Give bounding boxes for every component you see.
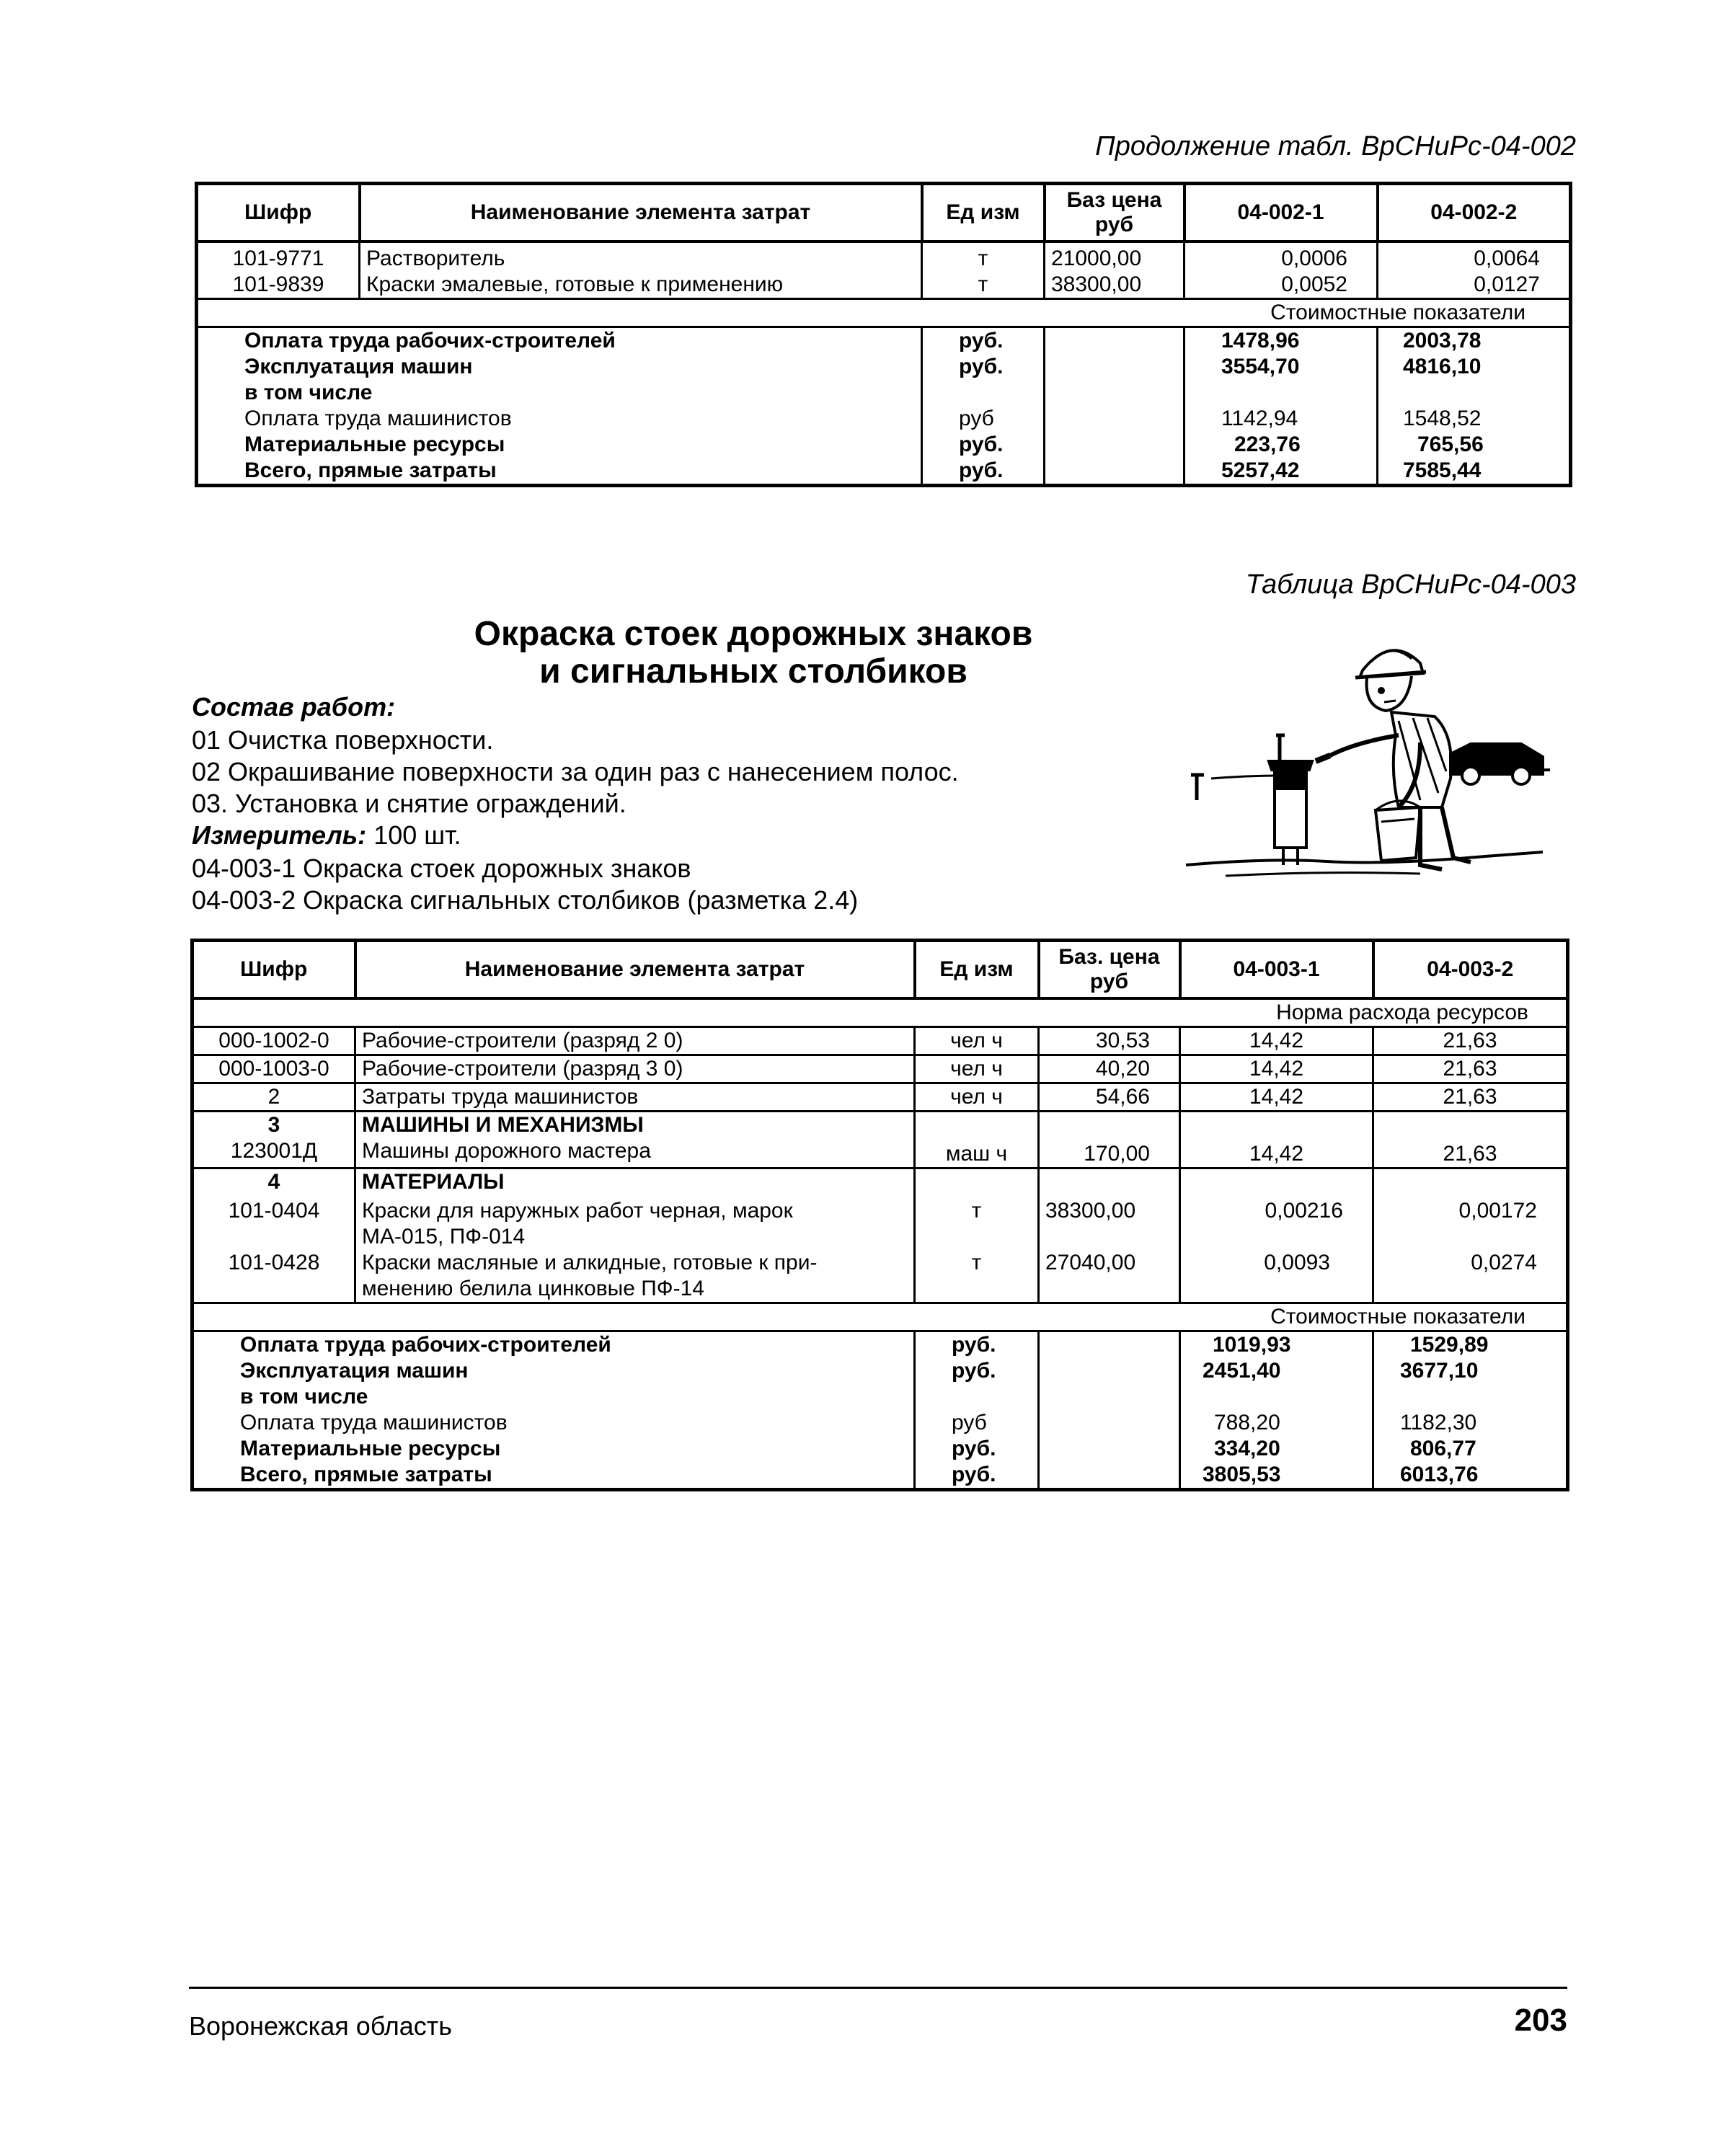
work-item: 01 Очистка поверхности.	[192, 725, 494, 755]
meter-label: Измеритель:	[192, 820, 367, 850]
section-label: Стоимостные показатели	[197, 299, 1571, 327]
table-header-row	[192, 941, 1568, 999]
cost-table-04-002	[195, 182, 1572, 487]
table-row: 101-0404 Краски для наружных работ черная, марок т 38300,00 0,00216 0,00172	[192, 1195, 1568, 1224]
section-title-line-2: и сигнальных столбиков	[539, 652, 967, 691]
work-item: 02 Окрашивание поверхности за один раз с нанесением полос.	[192, 757, 959, 786]
table-row-continuation: менению белила цинковые ПФ-14	[192, 1276, 1568, 1303]
header-unit: Ед изм	[922, 184, 1045, 242]
section-title-line-1: Окраска стоек дорожных знаков	[474, 615, 1033, 653]
table-row-continuation: МА-015, ПФ-014	[192, 1224, 1568, 1250]
header-col-2: 04-003-2	[1373, 941, 1568, 999]
section-label: Норма расхода ресурсов	[192, 998, 1568, 1027]
header-code: Шифр	[197, 184, 360, 242]
footer-region: Воронежская область	[189, 2011, 453, 2041]
code-description: 04-003-2 Окраска сигнальных столбиков (разметка 2.4)	[192, 885, 859, 915]
header-code: Шифр	[192, 941, 355, 999]
cost-row: в том числе	[192, 1384, 1568, 1410]
cost-row: Оплата труда машинистов руб 1142,94 1548,52	[197, 406, 1571, 432]
section-label: Стоимостные показатели	[192, 1303, 1568, 1331]
table-caption: Таблица ВрСНиРс-04-003	[1245, 569, 1576, 600]
table-row: 2 Затраты труда машинистов чел ч 54,66 14,42 21,63	[192, 1083, 1568, 1112]
table-row: 000-1003-0 Рабочие-строители (разряд 3 0) чел ч 40,20 14,42 21,63	[192, 1055, 1568, 1083]
table-row: 123001Д Машины дорожного мастера маш ч 170,00 14,42 21,63	[192, 1138, 1568, 1168]
header-col-1: 04-002-1	[1184, 184, 1378, 242]
header-price: Баз. цена руб	[1039, 941, 1180, 999]
cost-row-total: Всего, прямые затраты руб. 5257,42 7585,44	[197, 458, 1571, 486]
work-composition-label: Состав работ:	[192, 692, 396, 722]
cost-row: Оплата труда рабочих-строителей руб. 1478,96 2003,78	[197, 327, 1571, 355]
page-number: 203	[1514, 2003, 1567, 2038]
header-name: Наименование элемента затрат	[355, 941, 915, 999]
group-row: 4 МАТЕРИАЛЫ	[192, 1168, 1568, 1196]
table-caption-continued: Продолжение табл. ВрСНиРс-04-002	[1095, 131, 1576, 161]
cost-row: в том числе	[197, 380, 1571, 406]
header-col-1: 04-003-1	[1180, 941, 1373, 999]
header-col-2: 04-002-2	[1378, 184, 1571, 242]
cost-row: Эксплуатация машин руб. 3554,70 4816,10	[197, 354, 1571, 380]
cost-row: Оплата труда рабочих-строителей руб. 1019,93 1529,89	[192, 1331, 1568, 1359]
table-row: 101-9771 Растворитель т 21000,00 0,0006 0,0064	[197, 241, 1571, 272]
footer-rule	[189, 1987, 1567, 1989]
cost-row: Материальные ресурсы руб. 334,20 806,77	[192, 1436, 1568, 1462]
cost-row: Эксплуатация машин руб. 2451,40 3677,10	[192, 1358, 1568, 1384]
section-row	[192, 998, 1568, 1027]
table-row: 000-1002-0 Рабочие-строители (разряд 2 0) чел ч 30,53 14,42 21,63	[192, 1027, 1568, 1055]
section-row	[192, 1303, 1568, 1331]
table-row: 101-0428 Краски масляные и алкидные, готовые к при- т 27040,00 0,0093 0,0274	[192, 1250, 1568, 1276]
meter-value: 100 шт.	[366, 820, 461, 850]
group-row: 3 МАШИНЫ И МЕХАНИЗМЫ	[192, 1112, 1568, 1139]
section-row	[197, 299, 1571, 327]
code-description: 04-003-1 Окраска стоек дорожных знаков	[192, 853, 691, 883]
work-item: 03. Установка и снятие ограждений.	[192, 789, 626, 818]
header-unit: Ед изм	[915, 941, 1039, 999]
header-price: Баз цена руб	[1045, 184, 1184, 242]
cost-table-04-003	[190, 939, 1569, 1491]
header-name: Наименование элемента затрат	[360, 184, 922, 242]
cost-row: Оплата труда машинистов руб 788,20 1182,30	[192, 1410, 1568, 1436]
cost-row-total: Всего, прямые затраты руб. 3805,53 6013,76	[192, 1462, 1568, 1490]
table-row: 101-9839 Краски эмалевые, готовые к применению т 38300,00 0,0052 0,0127	[197, 272, 1571, 299]
cost-row: Материальные ресурсы руб. 223,76 765,56	[197, 432, 1571, 458]
table-header-row	[197, 184, 1571, 242]
meter-line	[192, 819, 461, 852]
worker-painting-post-illustration	[1182, 627, 1557, 887]
